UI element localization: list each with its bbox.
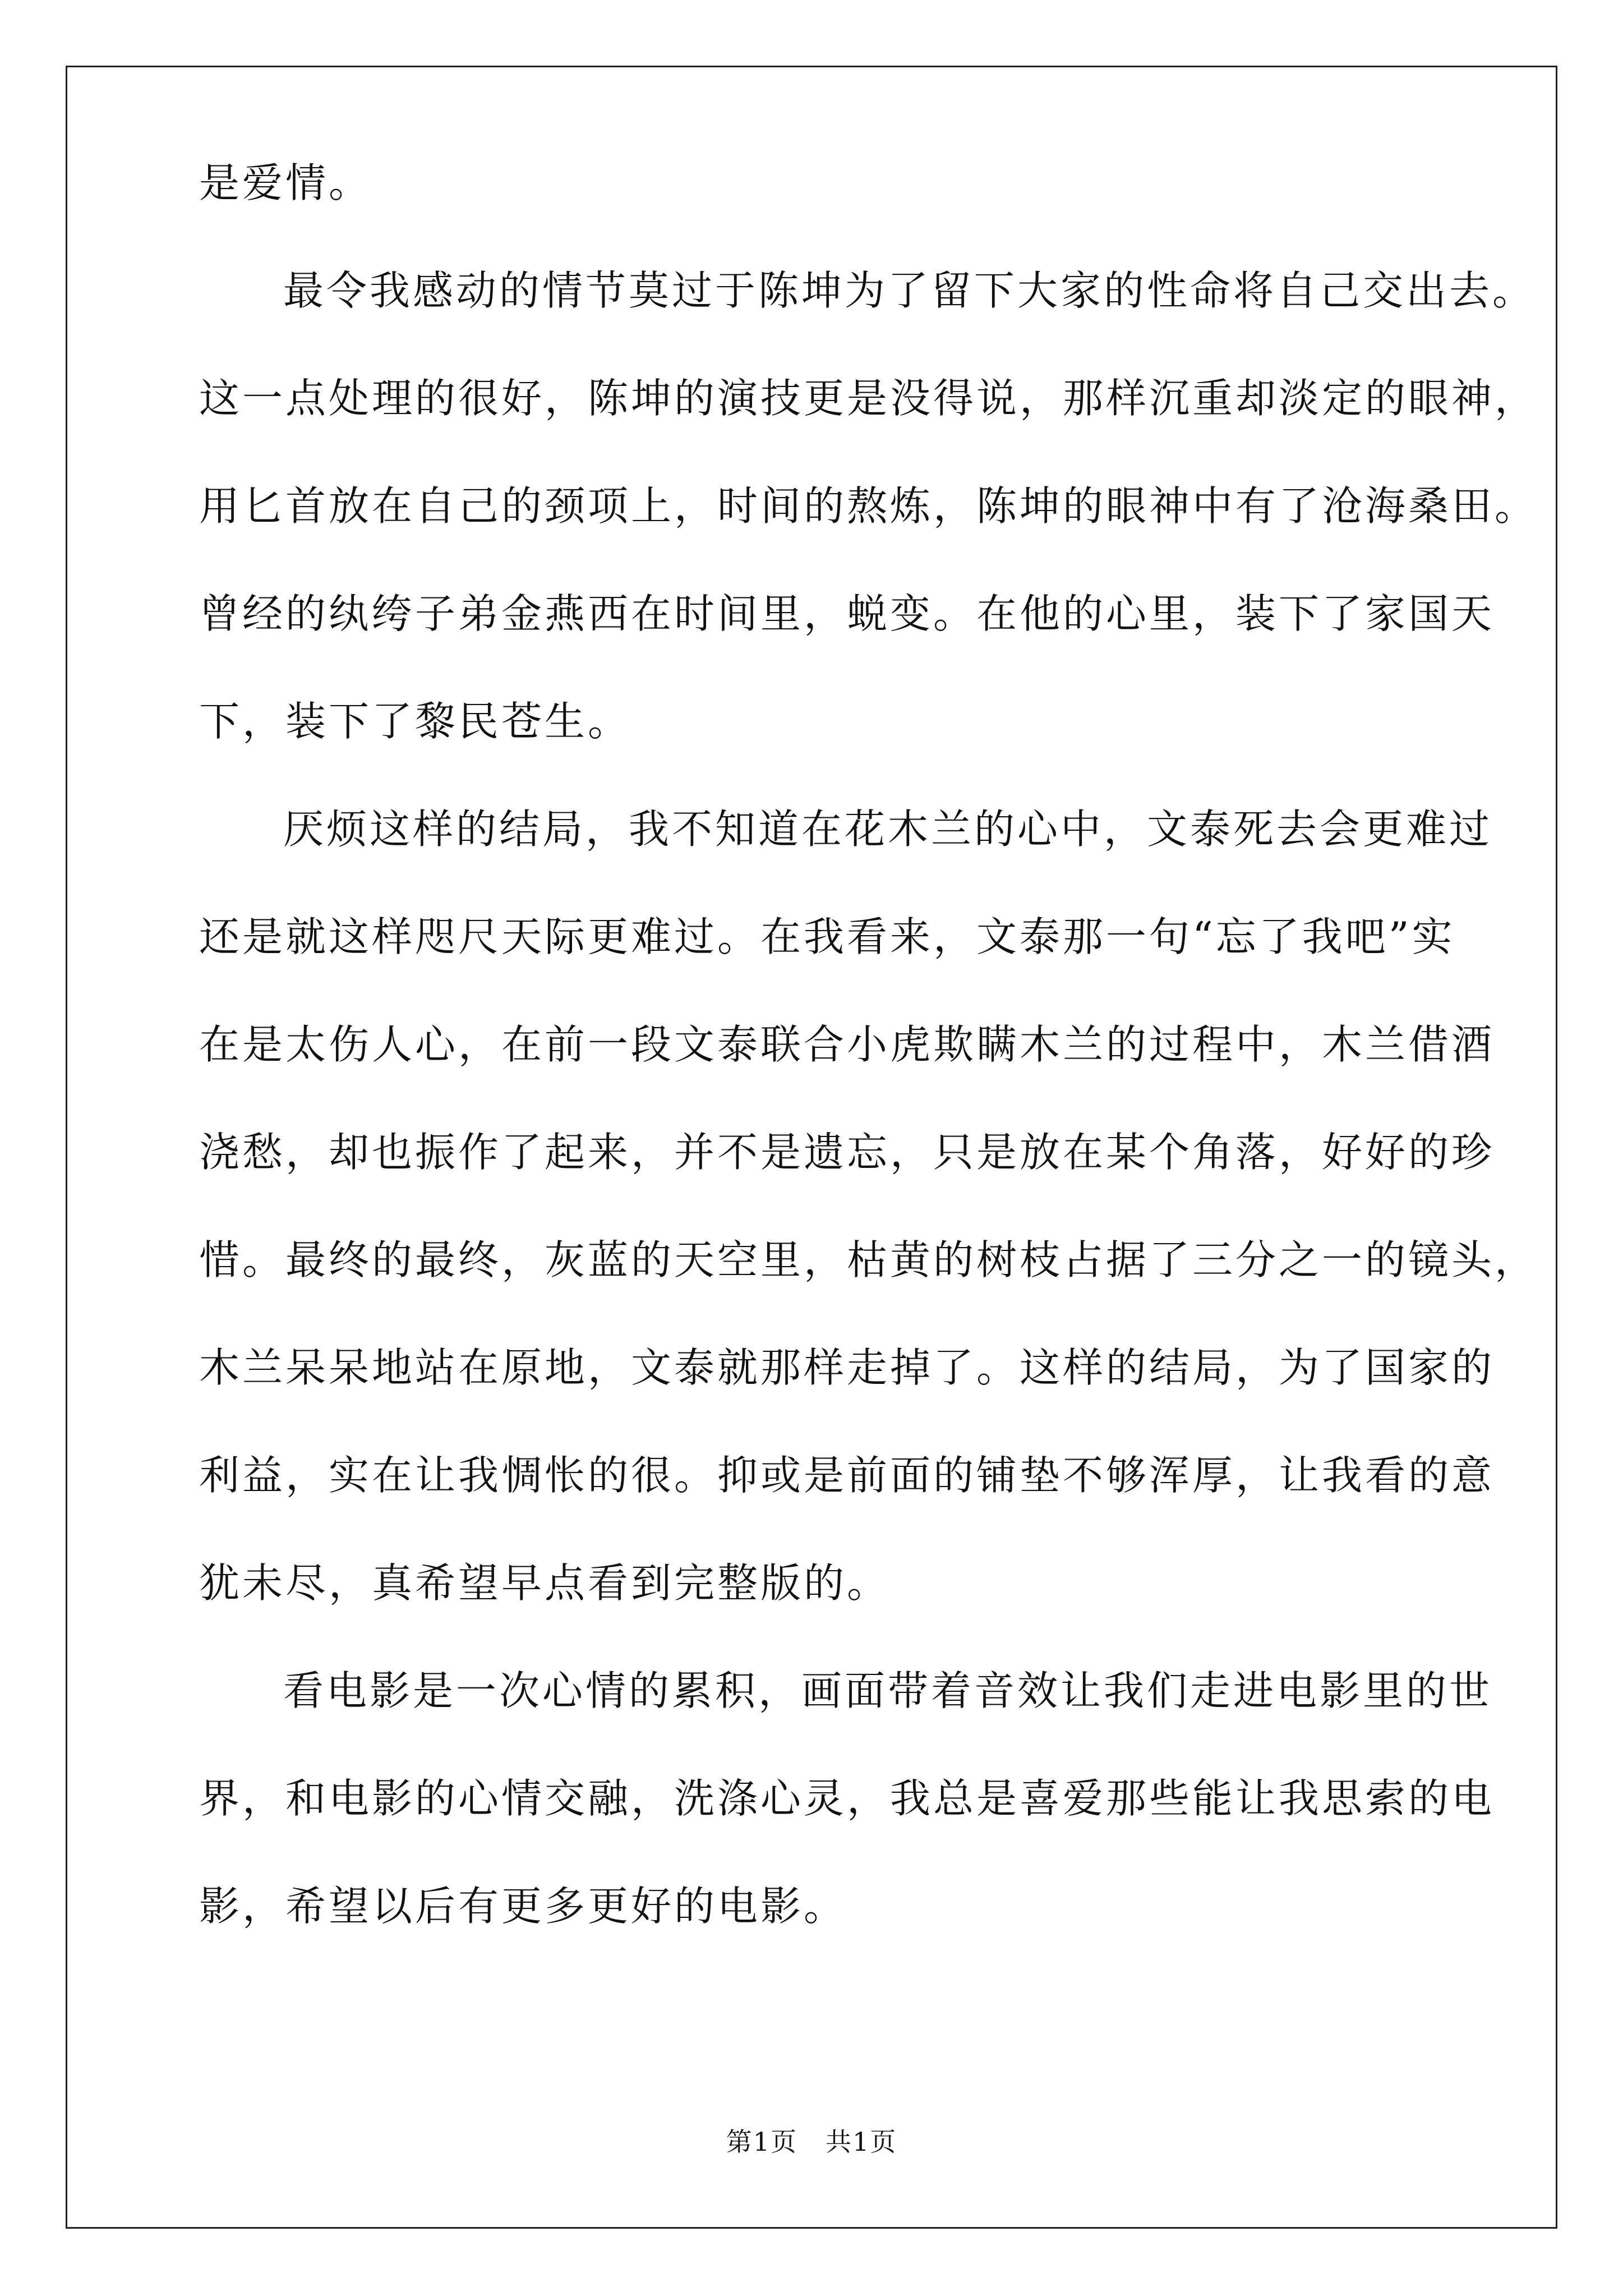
text-line: 犹未尽，真希望早点看到完整版的。 <box>199 1559 891 1607</box>
paragraph-start-line: 厌烦这样的结局，我不知道在花木兰的心中，文泰死去会更难过 <box>283 806 1493 853</box>
text-line: 惜。最终的最终，灰蓝的天空里，枯黄的树枝占据了三分之一的镜头， <box>199 1236 1538 1283</box>
page-total: 共1页 <box>825 2127 897 2157</box>
text-line: 木兰呆呆地站在原地，文泰就那样走掉了。这样的结局，为了国家的 <box>199 1344 1495 1391</box>
text-line: 这一点处理的很好，陈坤的演技更是没得说，那样沉重却淡定的眼神， <box>199 375 1538 422</box>
text-line: 利益，实在让我惆怅的很。抑或是前面的铺垫不够浑厚，让我看的意 <box>199 1452 1495 1499</box>
text-line: 浇愁，却也振作了起来，并不是遗忘，只是放在某个角落，好好的珍 <box>199 1129 1495 1176</box>
page-footer <box>0 2129 1623 2155</box>
document-body <box>199 159 1538 1994</box>
text-line: 还是就这样咫尺天际更难过。在我看来，文泰那一句“忘了我吧”实 <box>199 913 1455 960</box>
text-line: 曾经的纨绔子弟金燕西在时间里，蜕变。在他的心里，装下了家国天 <box>199 590 1495 637</box>
text-line: 用匕首放在自己的颈项上，时间的熬炼，陈坤的眼神中有了沧海桑田。 <box>199 482 1538 530</box>
text-line: 影，希望以后有更多更好的电影。 <box>199 1883 847 1930</box>
text-line: 是爱情。 <box>199 159 372 206</box>
text-line: 下，装下了黎民苍生。 <box>199 698 631 745</box>
paragraph-start-line: 看电影是一次心情的累积，画面带着音效让我们走进电影里的世 <box>283 1667 1493 1714</box>
paragraph-start-line: 最令我感动的情节莫过于陈坤为了留下大家的性命将自己交出去。 <box>283 267 1536 314</box>
text-line: 在是太伤人心，在前一段文泰联合小虎欺瞒木兰的过程中，木兰借酒 <box>199 1021 1495 1068</box>
page-number: 第1页 <box>726 2127 798 2157</box>
text-line: 界，和电影的心情交融，洗涤心灵，我总是喜爱那些能让我思索的电 <box>199 1775 1495 1822</box>
